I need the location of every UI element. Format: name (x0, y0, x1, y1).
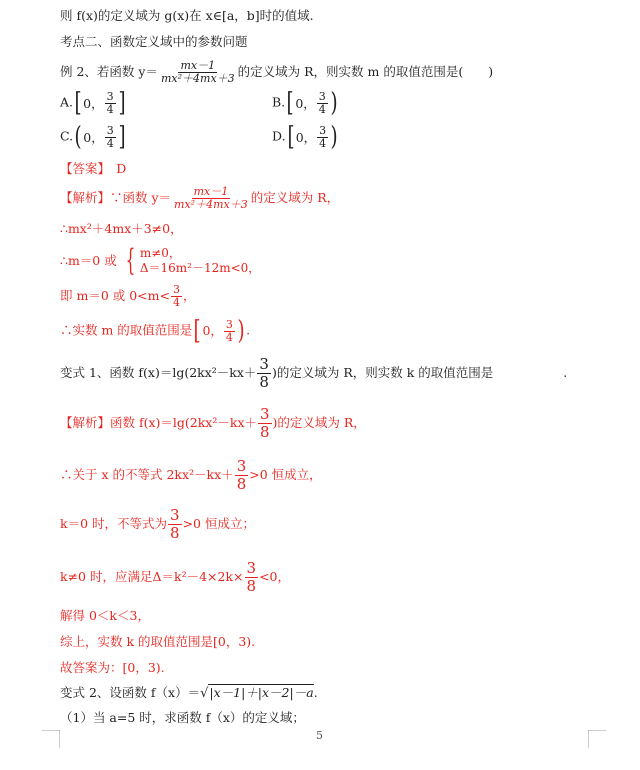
variant-1-question: 变式 1、函数 f(x)＝lg(2kx²－kx＋ $\frac{3}{8}$ )的定义域为 R，则实数 k 的取值范围是 . (60, 355, 568, 391)
option-c (60, 124, 127, 150)
text-line: 则 f(x)的定义域为 g(x)在 x∈[a，b]时的值域. (60, 8, 314, 23)
solution-line: k≠0 时，应满足Δ＝k²－4×2k× $\frac{3}{8}$ <0， (60, 559, 290, 595)
page-corner-mark (588, 730, 606, 748)
solution-line: ∴m＝0 或 { m≠0， Δ＝16m²－12m<0， (60, 243, 261, 278)
ex2-suffix: 的定义域为 R，则实数 m 的取值范围是( ) (237, 64, 494, 79)
option-label: B. (272, 94, 286, 110)
solution-line: ∴关于 x 的不等式 2kx²－kx＋ $\frac{3}{8}$ >0 恒成立， (60, 457, 322, 493)
solution-line: 综上，实数 k 的取值范围是[0，3). (60, 634, 256, 649)
variant-2-question: 变式 2、设函数 f（x）＝√|x－1|＋|x－2|－a. (60, 685, 318, 701)
page-number: 5 (316, 729, 323, 742)
page-corner-mark (42, 730, 60, 748)
solution-line: 【解析】函数 f(x)＝lg(2kx²－kx＋ $\frac{3}{8}$ )的定义域为 R， (60, 405, 366, 441)
interval: [ 0， $\frac{3}{4}$ ] (74, 88, 126, 118)
option-b (272, 90, 339, 116)
section-heading: 考点二、函数定义域中的参数问题 (60, 34, 248, 49)
option-label: A. (60, 94, 74, 110)
interval: ( 0， $\frac{3}{4}$ ] (74, 122, 126, 152)
option-label: D. (272, 128, 286, 144)
solution-line: ∴实数 m 的取值范围是 [ 0， $\frac{3}{4}$ ) . (60, 316, 251, 346)
interval: [ 0， $\frac{3}{4}$ ) (287, 122, 338, 152)
option-d (272, 124, 339, 150)
ex2-prefix: 例 2、若函数 y＝ (60, 64, 158, 79)
option-label: C. (60, 128, 74, 144)
solution-line: ∴mx²＋4mx＋3≠0， (60, 221, 183, 236)
solution-line: 【解析】∵函数 y＝ $\frac{mx-1}{\text{mx²＋4mx＋3}}$ 的定义域为 R， (60, 185, 340, 211)
case-1: m≠0， (139, 246, 181, 260)
option-a (60, 90, 127, 116)
fraction-denominator: mx²＋4mx＋3 (160, 72, 235, 85)
interval: [ 0， $\frac{3}{4}$ ) (286, 88, 338, 118)
answer-line: 【答案】 D (60, 161, 127, 176)
case-2: Δ＝16m²－12m<0， (139, 261, 261, 275)
solution-line: 故答案为：[0，3). (60, 660, 165, 675)
solution-line: 即 m＝0 或 0<m< $\frac{3}{4}$ ， (60, 283, 196, 309)
fraction (159, 60, 237, 85)
solution-line: k＝0 时，不等式为 $\frac{3}{8}$ >0 恒成立； (60, 506, 255, 542)
example-2-question (60, 60, 493, 85)
solution-line: 解得 0＜k＜3， (60, 608, 150, 623)
fraction-numerator: mx－1 (180, 59, 216, 72)
sub-question-1: （1）当 a=5 时，求函数 f（x）的定义域； (60, 710, 305, 725)
